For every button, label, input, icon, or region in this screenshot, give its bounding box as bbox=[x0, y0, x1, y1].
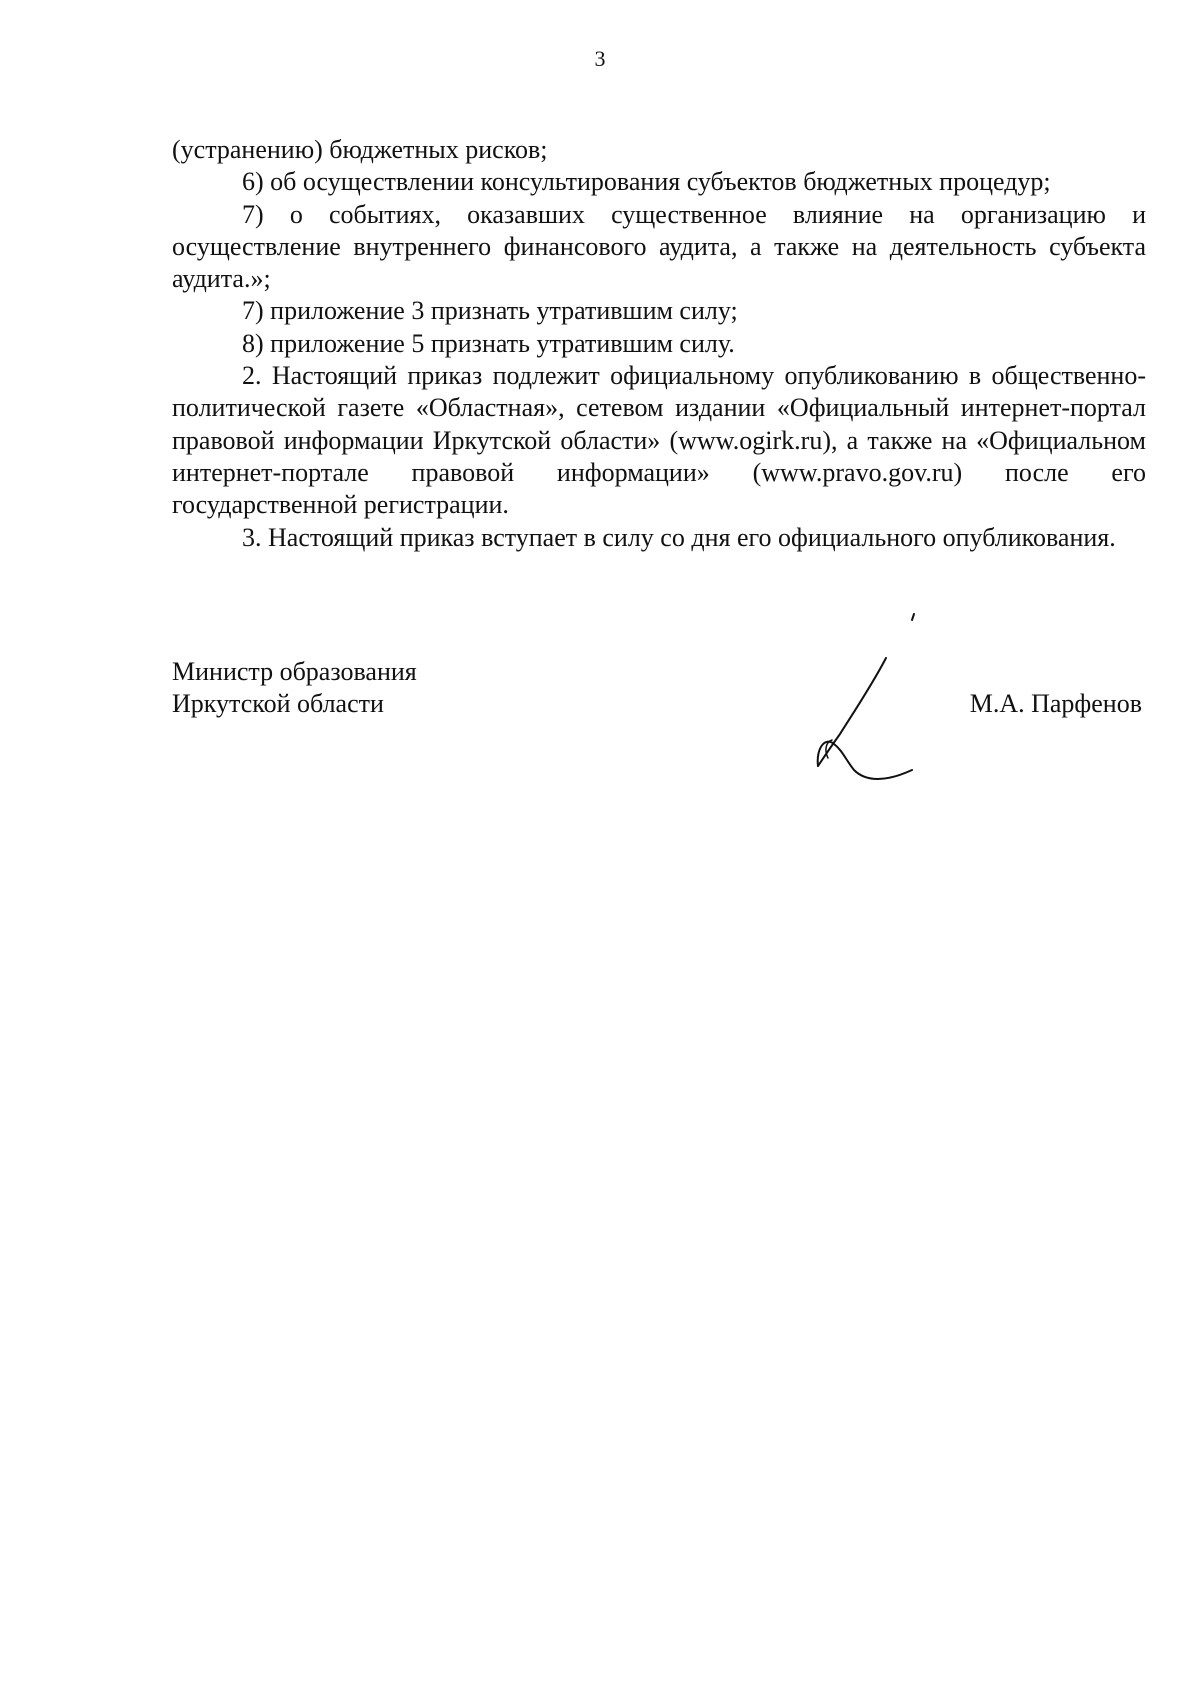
document-body bbox=[172, 134, 1146, 554]
paragraph-item-7-appendix: 7) приложение 3 признать утратившим силу; bbox=[242, 296, 738, 326]
handwritten-signature bbox=[800, 610, 930, 790]
page-number: 3 bbox=[594, 46, 606, 71]
signatory-position-line-1: Министр образования bbox=[172, 657, 417, 686]
signature-block bbox=[172, 656, 1146, 786]
paragraph-item-8-appendix: 8) приложение 5 признать утратившим силу. bbox=[242, 328, 735, 358]
paragraph-item-7-events: 7) о событиях, оказавших существенное влияние на организацию и осуществление внутреннего финансового аудита, а также на деятельность субъекта аудита.»; bbox=[172, 199, 1146, 294]
paragraph-item-6: 6) об осуществлении консультирования субъектов бюджетных процедур; bbox=[242, 167, 1051, 197]
paragraph-effective-date: 3. Настоящий приказ вступает в силу со дня его официального опубликования. bbox=[242, 522, 1116, 552]
paragraph-publication: 2. Настоящий приказ подлежит официальному опубликованию в общественно-политической газете «Областная», сетевом издании «Официальный интернет-портал правовой информации Иркутской области» (www.ogirk.ru), а также на «Официальном интернет-портале правовой информации» (www.pravo.gov.ru) после его государственной регистрации. bbox=[172, 361, 1146, 520]
signatory-position bbox=[172, 656, 417, 720]
signatory-position-line-2: Иркутской области bbox=[172, 689, 384, 718]
signatory-name: М.А. Парфенов bbox=[969, 689, 1142, 718]
paragraph-continuation: (устранению) бюджетных рисков; bbox=[172, 135, 548, 164]
